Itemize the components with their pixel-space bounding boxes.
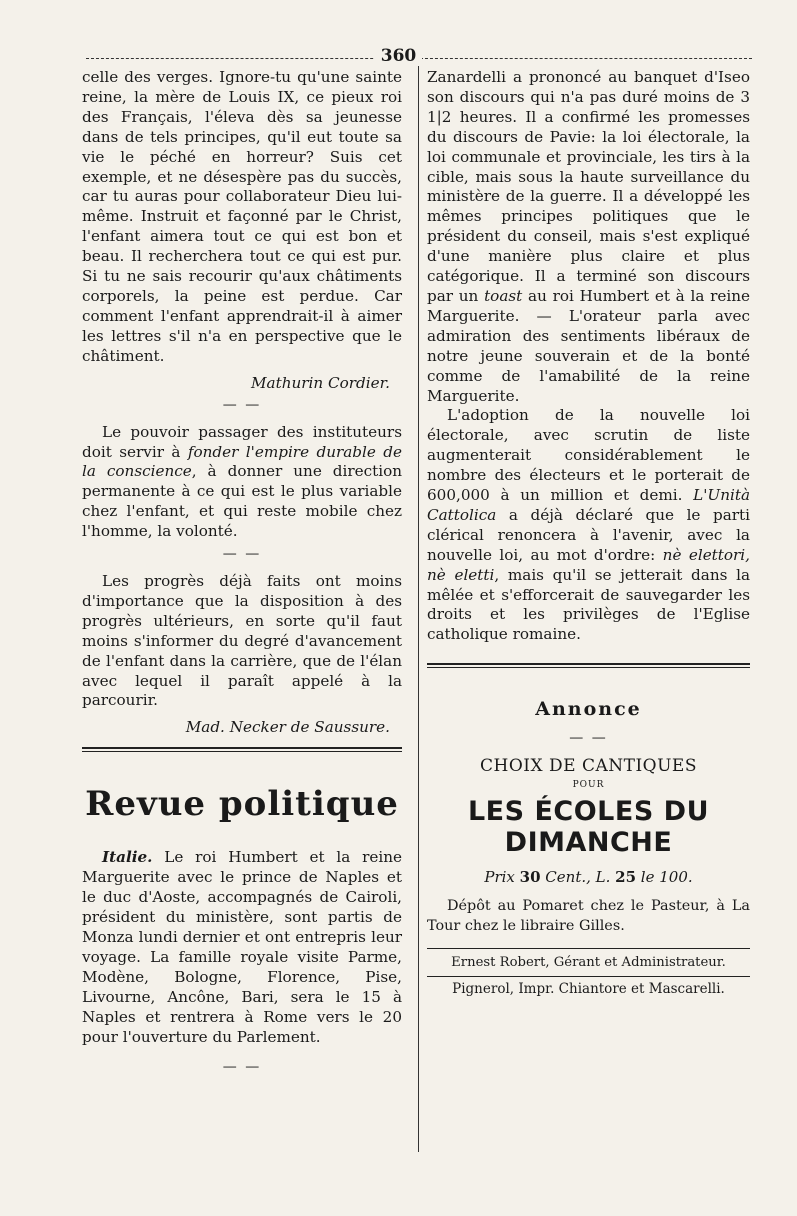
column-divider [418, 66, 419, 1152]
separator: — — [222, 546, 262, 563]
page-number: 360 [0, 46, 797, 66]
choix-de-cantiques: CHOIX DE CANTIQUES [480, 756, 697, 777]
progres-paragraph: Les progrès déjà faits ont moins d'importance que la disposition à des progrès ultérieurs, en sorte qu'il faut moins s'informer du degré d'avancement de l'enfant dans la carrière, que de l'élan avec lequel il paraît appelé à la parcourir. [82, 572, 402, 710]
imprimerie-line: Pignerol, Impr. Chiantore et Mascarelli. [452, 981, 725, 998]
cordier-paragraph: celle des verges. Ignore-tu qu'une sainte reine, la mère de Louis IX, ce pieux roi des Français, l'éleva dès sa jeunesse dans de tels principes, qu'il eut toute sa vie le péché en horreur? Suis cet exemple, et ne désespère pas du succès, car tu auras pour collaborateur Dieu lui-même. Instruit et façonné par le Christ, l'enfant aimera tout ce qui est bon et beau. Il recherchera tout ce qui est pur. Si tu ne sais recourir qu'aux châtiments corporels, la peine est perdue. Car comment l'enfant apprendrait-il à aimer les lettres s'il n'a en perspective que le châtiment. [82, 68, 402, 365]
right-column [427, 68, 750, 997]
separator: — — [222, 396, 262, 413]
separator: — — [222, 1059, 262, 1076]
separator: — — [569, 730, 608, 747]
gerant-line: Ernest Robert, Gérant et Administrateur. [451, 955, 726, 971]
section-rule [82, 747, 402, 752]
section-rule [427, 663, 750, 668]
footer-rule [427, 976, 750, 977]
italie-paragraph: Italie. Le roi Humbert et la reine Marguerite avec le prince de Naples et le duc d'Aoste, accompagnés de Cairoli, président du ministère, sont partis de Monza lundi dernier et ont entrepris leur voyage. La famille royale visite Parme, Modène, Bologne, Florence, Pise, Livourne, Ancône, Bari, sera le 15 à Naples et rentrera à Rome vers le 20 pour l'ouverture du Parlement. [82, 848, 402, 1046]
footer-rule [427, 948, 750, 949]
depot-text: Dépôt au Pomaret chez le Pasteur, à La Tour chez le libraire Gilles. [427, 898, 750, 935]
instituteurs-paragraph: Le pouvoir passager des instituteurs doit servir à fonder l'empire durable de la conscience, à donner une direction permanente à ce qui est le plus variable chez l'enfant, et qui reste mobile chez l'homme, la volonté. [82, 422, 403, 541]
left-column [82, 68, 402, 1085]
zanardelli-paragraph: Zanardelli a prononcé au banquet d'Iseo son discours qui n'a pas duré moins de 3 1|2 heures. Il a confirmé les promesses du discours de Pavie: la loi électorale, la loi communale et provinciale, les tirs à la cible, mais sous la haute surveillance du ministère de la guerre. Il a développé les mêmes principes politiques que le président du conseil, mais s'est expliqué d'une manière plus claire et plus catégorique. Il a terminé son discours par un toast au roi Humbert et à la reine Marguerite. — L'orateur parla avec admiration des sentiments libéraux de notre jeune souverain et de la bonté comme de l'amabilité de la reine Marguerite. [427, 68, 750, 405]
pour-label: POUR [572, 780, 605, 791]
loi-electorale-paragraph: L'adoption de la nouvelle loi électorale, avec scrutin de liste augmenterait considérablement le nombre des électeurs et le porterait de 600,000 à un million et demi. L'Unità Cattolica a déjà déclaré que le parti clérical renoncera à l'avenir, avec la nouvelle loi, au mot d'ordre: nè elettori, nè eletti, mais qu'il se jetterait dans la mêlée et s'efforcerait de sauvegarder les droits et les privilèges de l'Eglise catholique romaine. [427, 406, 750, 644]
signature-necker: Mad. Necker de Saussure. [185, 718, 390, 737]
section-title: Revue politique [85, 784, 399, 825]
ecoles-du-dimanche: LES ÉCOLES DU DIMANCHE [467, 796, 710, 859]
annonce-title: Annonce [535, 698, 642, 721]
signature-cordier: Mathurin Cordier. [250, 373, 390, 392]
price-line: Prix 30 Cent., L. 25 le 100. [484, 868, 693, 887]
